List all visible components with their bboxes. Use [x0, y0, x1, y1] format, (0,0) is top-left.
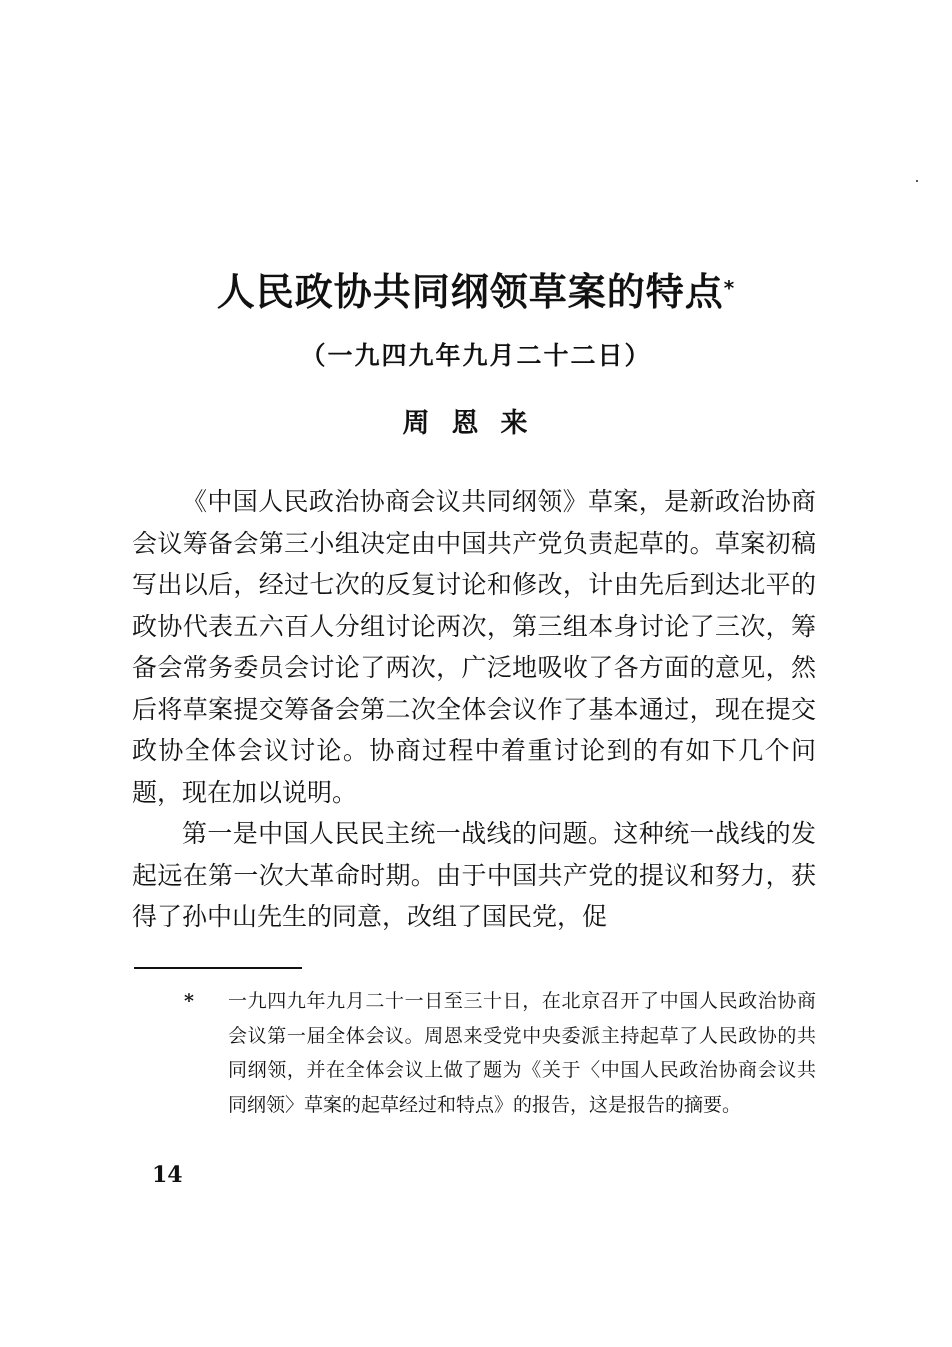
paragraph-1: 《中国人民政治协商会议共同纲领》草案，是新政治协商会议筹备会第三小组决定由中国共产党负责起草的。草案初稿写出以后，经过七次的反复讨论和修改，计由先后到达北平的政协代表五六百人分组讨论两次，第三组本身讨论了三次，筹备会常务委员会讨论了两次，广泛地吸收了各方面的意见，然后将草案提交筹备会第二次全体会议作了基本通过，现在提交政协全体会议讨论。协商过程中着重讨论到的有如下几个问题，现在加以说明。	[132, 487, 816, 807]
paragraph-2: 第一是中国人民民主统一战线的问题。这种统一战线的发起远在第一次大革命时期。由于中国共产党的提议和努力，获得了孙中山先生的同意，改组了国民党，促	[132, 819, 816, 931]
scan-speck	[916, 180, 918, 182]
document-author: 周恩来	[402, 408, 550, 439]
document-date: （一九四九年九月二十二日）	[300, 341, 652, 370]
document-title	[0, 262, 952, 322]
footnote-marker: *	[184, 990, 194, 1012]
title-footnote-marker: *	[723, 276, 736, 300]
body-text	[132, 481, 816, 938]
page-number: 14	[152, 1162, 183, 1188]
title-text: 人民政协共同纲领草案的特点	[216, 270, 724, 314]
footnote-divider	[134, 967, 302, 969]
footnote-text: 一九四九年九月二十一日至三十日，在北京召开了中国人民政治协商会议第一届全体会议。周恩来受党中央委派主持起草了人民政协的共同纲领，并在全体会议上做了题为《关于〈中国人民政治协商会议共同纲领〉草案的起草经过和特点》的报告，这是报告的摘要。	[228, 990, 816, 1116]
